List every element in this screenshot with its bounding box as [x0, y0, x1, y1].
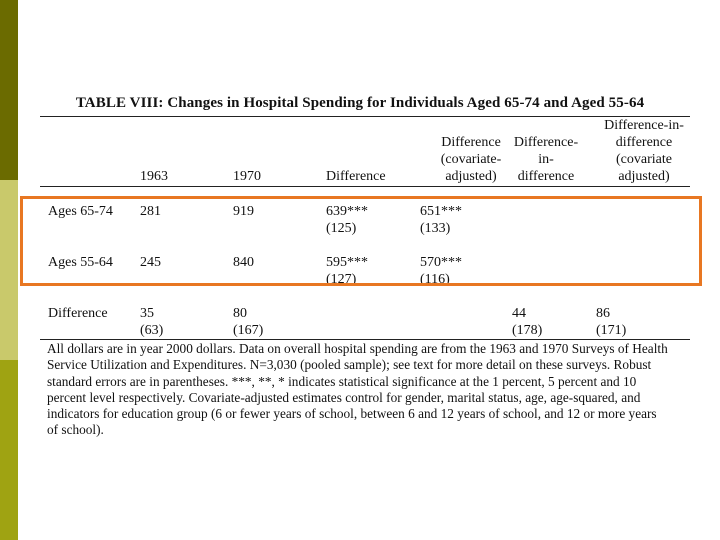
highlight-box [20, 196, 702, 286]
cell-55-64-difference: 595*** [326, 255, 368, 270]
row-label-ages-55-64: Ages 55-64 [48, 255, 113, 270]
accent-bar-bottom [0, 360, 18, 540]
table-footnote [47, 341, 697, 439]
cell-diff-1963: 35 [140, 306, 154, 321]
row-label-difference: Difference [48, 306, 108, 321]
header-diff-cov-line2: (covariate- [440, 152, 502, 167]
cell-diff-1970: 80 [233, 306, 247, 321]
header-did-line1: Difference- [513, 135, 579, 150]
header-did-line3: difference [517, 169, 575, 184]
cell-did-cov-se: (171) [596, 323, 627, 338]
footnote-line: standard errors are in parentheses. ***, **, * indicates statistical significance at the 1 percent, 5 percent and 10 [47, 373, 637, 389]
row-label-ages-65-74: Ages 65-74 [48, 204, 113, 219]
header-diff-cov-line3: adjusted) [445, 169, 497, 184]
cell-diff-1963-se: (63) [140, 323, 164, 338]
header-diff-cov-line1: Difference [441, 135, 501, 150]
table-bottom-rule [40, 339, 690, 340]
cell-65-74-1970: 919 [233, 204, 254, 219]
cell-did-cov: 86 [596, 306, 610, 321]
footnote-line: All dollars are in year 2000 dollars. Data on overall hospital spending are from the 1963 and 1970 Surveys of Health [47, 341, 668, 356]
header-did-cov-line2: difference [615, 135, 673, 150]
cell-65-74-difference-se: (125) [326, 221, 357, 236]
table-top-rule [40, 116, 690, 117]
cell-55-64-1970: 840 [233, 255, 254, 270]
cell-55-64-diff-cov: 570*** [420, 255, 462, 270]
header-1963: 1963 [140, 169, 168, 184]
header-1970: 1970 [233, 169, 261, 184]
cell-55-64-diff-cov-se: (116) [420, 272, 450, 287]
cell-55-64-1963: 245 [140, 255, 161, 270]
cell-65-74-1963: 281 [140, 204, 161, 219]
cell-65-74-diff-cov-se: (133) [420, 221, 451, 236]
footnote-line: percent level respectively. Covariate-adjusted estimates control for gender, marital status, age, age-squared, and [47, 389, 641, 405]
cell-65-74-difference: 639*** [326, 204, 368, 219]
cell-65-74-diff-cov: 651*** [420, 204, 462, 219]
table-title: TABLE VIII: Changes in Hospital Spending for Individuals Aged 65-74 and Aged 55-64 [75, 95, 645, 111]
cell-diff-1970-se: (167) [233, 323, 264, 338]
footnote-line: indicators for education group (6 or fewer years of school, between 6 and 12 years of school, and 12 or more years [47, 406, 657, 422]
header-did-line2: in- [538, 152, 554, 167]
footnote-line: Service Utilization and Expenditures. N=3,030 (pooled sample); see text for more detail on these surveys. Robust [47, 357, 652, 373]
header-did-cov-line4: adjusted) [618, 169, 670, 184]
accent-bar-middle [0, 180, 18, 360]
header-rule [40, 186, 690, 187]
cell-55-64-difference-se: (127) [326, 272, 357, 287]
cell-did: 44 [512, 306, 526, 321]
header-difference: Difference [326, 169, 386, 184]
accent-bar-top [0, 0, 18, 180]
footnote-line: of school). [47, 422, 104, 438]
header-did-cov-line3: (covariate [616, 152, 672, 167]
cell-did-se: (178) [512, 323, 543, 338]
header-did-cov-line1: Difference-in- [604, 118, 684, 133]
